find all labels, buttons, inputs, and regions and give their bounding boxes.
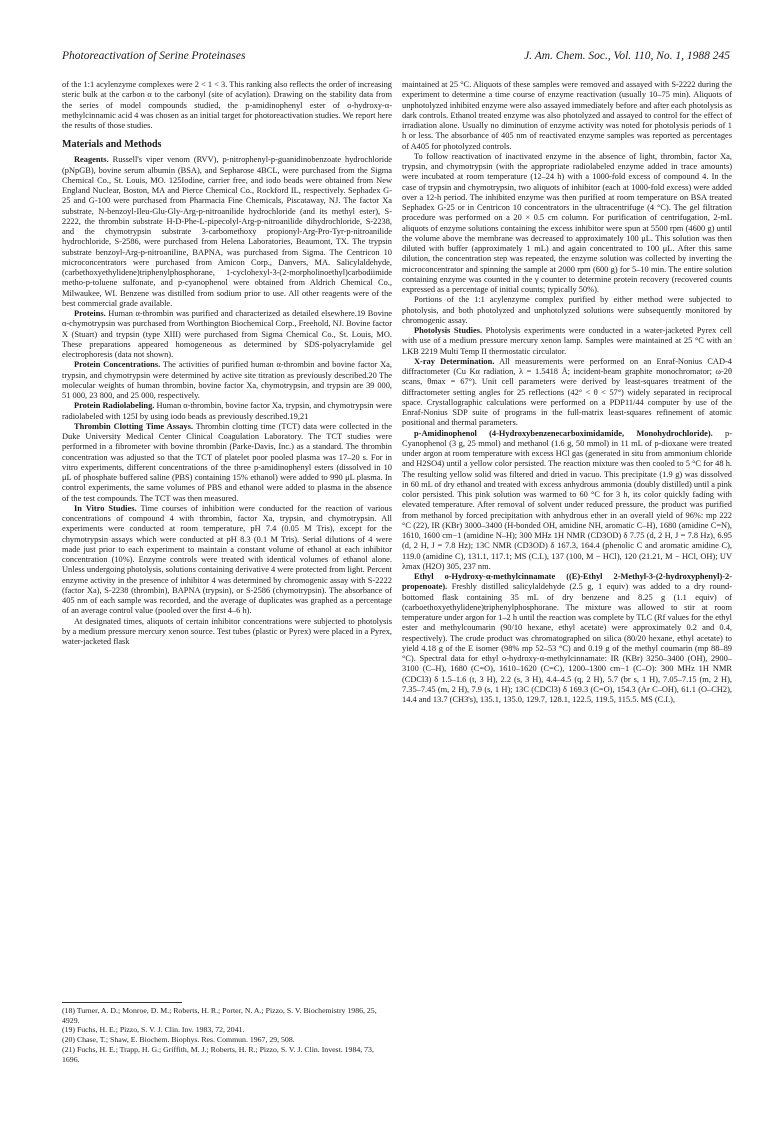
amidinophenol-paragraph [402,429,732,573]
running-header [62,50,730,66]
footnote-20: (20) Chase, T.; Shaw, E. Biochem. Biophys. Res. Commun. 1967, 29, 508. [62,1035,295,1045]
concentrations-paragraph [62,360,392,401]
running-title: Photoreactivation of Serine Proteinases [62,50,246,62]
invitro-heading: In Vitro Studies. [74,503,137,513]
proteins-text: Human α-thrombin was purified and characterized as detailed elsewhere.19 Bovine α-chymotrypsin was purchased from Worthington Biochemical Corp., Freehold, NJ. Bovine factor X (Stuart) and trypsin (type XIII) were purchased from Sigma Chemical Co., St. Louis, MO. These preparations appeared homogeneous as determined by SDS-polyacrylamide gel electrophoresis (data not shown). [62,309,392,360]
radiolabeling-paragraph [62,401,392,422]
reagents-heading: Reagents. [74,155,109,165]
xray-heading: X-ray Determination. [414,356,495,366]
proteins-paragraph [62,309,392,360]
photolysis-text: Photolysis experiments were conducted in a water-jacketed Pyrex cell with use of a medium pressure mercury xenon lamp. Samples were maintained at 25 °C with an LKB 2219 Multi Temp II thermostatic circulator. [402,326,732,356]
radiolabeling-text: Human α-thrombin, bovine factor Xa, trypsin, and chymotrypsin were radiolabeled with 125I by using iodo beads as previously described.19,21 [62,401,393,421]
footnote-21: (21) Fuchs, H. E.; Trapp, H. G.; Griffith, M. J.; Roberts, H. R.; Pizzo, S. V. J. Clin. Invest. 1984, 73, 1696. [62,1044,374,1064]
amidinophenol-heading: p-Amidinophenol (4-Hydroxybenzenecarboximidamide, Monohydrochloride). [414,428,713,438]
ethyl-cinnamate-paragraph [402,572,732,705]
footnote-19: (19) Fuchs, H. E.; Pizzo, S. V. J. Clin. Inv. 1983, 72, 2041. [62,1025,245,1035]
ethyl-cinnamate-text: Freshly distilled salicylaldehyde (2.5 g, 1 equiv) was added to a dry round-bottomed flask containing 35 mL of dry benzene and 8.25 g (1.1 equiv) of (carboethoxyethylidene)triphenylphosphorane. The mixture was allowed to stir at room temperature under argon for 1–2 h until the reaction was complete by TLC (Rf values for the ethyl ester and methylcoumarin (90/10 hexane, ethyl acetate) were approximately 0.2 and 0.4, respectively). The crude product was chromatographed on silica (80/20 hexane, ethyl acetate) to yield 4.18 g of the E isomer (98% mp 52–53 °C) and 0.19 g of the methyl coumarin (mp 88–89 °C). Spectral data for ethyl o-hydroxy-α-methylcinnamate: IR (KBr) 3250–3400 (OH), 2900–3100 (C–H), 1680 (C=O), 1610–1620 (C=C), 1200–1300 cm−1 (C–O): 300 MHz 1H NMR (CDCl3) δ 1.5–1.6 (t, 3 H), 2.2 (s, 3 H), 4.4–4.5 (q, 2 H), 5.7 (br s, 1 H), 7.05–7.15 (m, 2 H), 7.35–7.45 (m, 2 H), 7.9 (s, 1 H); 13C (CDCl3) δ 169.3 (C=O), 154.3 (Ar C–OH), 61.1 (O–CH2), 14.4 and 13.7 (CH3's), 135.1, 135.0, 129.7, 128.1, 122.5, 119.5, 115.5. MS (C.I.), [402,582,732,704]
xray-text: All measurements were performed on an Enraf-Nonius CAD-4 diffractometer (Cu Kα radiation, λ = 1.5418 Å; incident-beam graphite monochromator; ω-2θ scans, θmax = 67°). Unit cell parameters were derived by least-squares treatment of the diffractometer setting angles for 25 reflections (42° < θ < 57°) widely separated in reciprocal space. Crystallographic calculations were performed on a PDP11/44 computer by use of the Enraf-Nonius SDP suite of programs in the full-matrix least-squares refinement of atomic positional and thermal parameters. [402,356,732,428]
right-column [402,80,732,705]
reagents-text: Russell's viper venom (RVV), p-nitrophenyl-p-guanidinobenzoate hydrochloride (pNpGB), bovine serum albumin (BSA), and Sepharose 4BCL, were purchased from the Sigma Chemical Co., St. Louis, MO. 125Iodine, carrier free, and iodo beads were obtained from New England Nuclear, Boston, MA and Pierce Chemical Co., Rockford IL, respectively. Sephadex G-25 and G-100 were purchased from Pharmacia Fine Chemicals, Piscataway, NJ. The factor Xa substrate, N-benzoyl-Ileu-Glu-Gly-Arg-p-nitroanilide hydrochloride (and its methyl ester), S-2222, the thrombin substrate H-D-Phe-L-pipecolyl-Arg-p-nitroanilide dihydrochloride, S-2238, and the chymotrypsin substrate 3-carbomethoxy propionyl-Arg-Pro-Tyr-p-nitroanilide hydrochloride, S-2586, were purchased from Helena Laboratories, Beaumont, TX. The trypsin substrate benzoyl-Arg-p-nitroaniline, BAPNA, was purchased from Sigma. The Centricon 10 microconcentrators were purchased from Amicon Corp., Danvers, MA. Salicylaldehyde, (carbethoxyethylidene)triphenylphosphorane, 1-cyclohexyl-3-(2-morpholinoethyl)carbodiimide metho-p-toluene sulfonate, and p-cyanophenol were obtained from Aldrich Chemical Co., Milwaukee, WI. Benzene was distilled from sodium prior to use. All other reagents were of the best commercial grade available. [62,155,392,308]
amidinophenol-text: p-Cyanophenol (3 g, 25 mmol) and methanol (1.6 g, 50 mmol) in 11 mL of p-dioxane were treated under argon at room temperature with excess HCl gas (generated in situ from ammonium chloride and H2SO4) until a yellow color persisted. The reaction mixture was then cooled to 5 °C for 48 h. The resulting yellow solid was filtered and dried in vacuo. This precipitate (1.9 g) was dissolved in 60 mL of dry ethanol and treated with excess anhydrous ammonia (doubly distilled) until a pink color persisted. This pink solution was warmed to 60 °C for 3 h, its color quickly fading with elevated temperature. After removal of solvent under reduced pressure, the product was purified from methanol by forced precipitation with anhydrous ether in an overall yield of 96%: mp 222 °C (22), IR (KBr) 3000–3400 (H-bonded OH, amidine NH, aromatic C–H), 1680 (amidine C=N), 1610, 1600 cm−1 (amidine N–H); 300 MHz 1H NMR (CD3OD) δ 7.75 (d, 2 H, J = 7.8 Hz), 6.95 (d, 2 H, J = 7.8 Hz); 13C NMR (CD3OD) δ 167.3, 164.4 (phenolic C and aromatic amidine C), 119.0 (amidine C), 131.1, 117.1; MS (C.I.), 137 (100, M − HCl), 120 (21.21, M − HCl, OH); UV λmax (H2O) 305, 237 nm. [402,428,732,571]
invitro-text: Time courses of inhibition were conducted for the reaction of various concentrations of compound 4 with thrombin, factor Xa, trypsin, and chymotrypsin. All experiments were conducted at room temperature, pH 7.4 (0.05 M Tris), except for the chymotrypsin assays which were conducted at pH 8.3 (0.1 M Tris). Serial dilutions of 4 were made just prior to each experiment to maintain a constant volume of ethanol at each inhibitor concentration (10%). Enzyme controls were treated with identical volumes of ethanol alone. Unless undergoing photolysis, solutions containing derivative 4 were protected from light. Percent enzyme activity in the presence of inhibitor 4 was determined by chromogenic assay with S-2222 (factor Xa), S-2238 (thrombin), BAPNA (trypsin), or S-2586 (chymotrypsin). The absorbance of 405 nm of each sample was recorded, and the average of duplicates was graphed as a percentage of an average control value (pooled over the first 4–6 h). [62,503,392,616]
proteins-heading: Proteins. [74,309,106,319]
footnote-rule [62,1002,182,1003]
footnotes [62,1002,392,1064]
dark-reactivation-paragraph: To follow reactivation of inactivated enzyme in the absence of light, thrombin, factor Xa, trypsin, and chymotrypsin (with the appropriate radiolabeled enzyme added in trace amounts) were incubated at room temperature (12–24 h) with a 1000-fold excess of compound 4. In the case of trypsin and chymotrypsin, two aliquots of inhibitor (each at 1000-fold excess) were added over a 12-h period. The inhibited enzyme was then purified at room temperature on BSA treated Sephadex G-25 or in Centricon 10 concentrators in the ultracentrifuge (4 °C). The gel filtration procedure was performed on a 20 × 0.5 cm column. For purification of centrifugation, 2-mL aliquots of enzyme solutions containing the excess inhibitor were spun at 5500 rpm (4600 g) until the volume above the membrane was decreased to approximately 100 μL. This solution was then diluted with buffer (approximately 1 mL) and again concentrated to 100 μL. After this same dilution, the concentration step was repeated, the enzyme solution was collected by inverting the microconcentrator and spinning the sample at 2000 rpm (600 g) for 5–10 min. The entire solution containing enzyme was counted in the γ counter to determine protein recovery (recovered counts expressed as a percentage of initial counts; typically 50%). [402,151,732,294]
section-title: Materials and Methods [62,139,162,151]
photolysis-paragraph [402,326,732,357]
photolysis-heading: Photolysis Studies. [414,326,483,335]
journal-citation: J. Am. Chem. Soc., Vol. 110, No. 1, 1988 245 [524,50,730,62]
clotting-paragraph [62,422,392,504]
footnote-18: (18) Turner, A. D.; Monroe, D. M.; Roberts, H. R.; Porter, N. A.; Pizzo, S. V. Biochemistry 1986, 25, 4929. [62,1006,377,1025]
clotting-heading: Thrombin Clotting Time Assays. [74,421,193,431]
designated-times-paragraph: At designated times, aliquots of certain inhibitor concentrations were subjected to photolysis by a medium pressure mercury xenon source. Test tubes (plastic or Pyrex) were placed in a Pyrex, water-jacketed flask [62,616,392,647]
invitro-paragraph [62,504,392,617]
reactivation-paragraph: maintained at 25 °C. Aliquots of these samples were removed and assayed with S-2222 during the experiment to determine a time course of enzyme reactivation (usually 10–75 min). Aliquots of unphotolyzed inhibited enzyme were also assayed immediately before and after each photolysis as dark controls. Ethanol treated enzyme was also photolyzed and assayed to control for the effect of irradiation alone. Usually no diminution of enzyme activity was noted for photolysis periods of 1 h or less. The absorbance of 405 nm of reactivated enzyme samples was reported as percentages of A405 for photolyzed controls. [402,80,732,151]
concentrations-heading: Protein Concentrations. [74,360,161,370]
xray-paragraph [402,357,732,429]
concentrations-text: The activities of purified human α-thrombin and bovine factor Xa, trypsin, and chymotrypsin were determined by active site titration as previously described.20 The molecular weights of human thrombin, bovine factor Xa, chymotrypsin, and trypsin are 39 000, 51 000, 23 800, and 25 000, respectively. [62,360,392,401]
reagents-paragraph [62,155,392,309]
ethyl-cinnamate-heading: Ethyl o-Hydroxy-α-methylcinnamate ((E)-Ethyl 2-Methyl-3-(2-hydroxyphenyl)-2-propenoate). [402,572,732,592]
left-column [62,80,392,647]
clotting-text: Thrombin clotting time (TCT) data were collected in the Duke University Medical Center Clinical Coagulation Laboratory. The TCT studies were performed in a fibrometer with bovine thrombin (Parke-Davis, Inc.) as a standard. The thrombin concentration was adjusted so that the TCT of platelet poor pooled plasma was 17–20 s. For in vitro experiments, different concentrations of the three p-amidinophenyl esters (dissolved in 10 μL of phosphate buffered saline (PBS) containing 15% ethanol) were added to 990 μL plasma. In control experiments, the same volumes of PBS and ethanol were added to plasma in the absence of the test compounds. The TCT was then measured. [62,421,392,503]
acylenzyme-paragraph: Portions of the 1:1 acylenzyme complex purified by either method were subjected to photolysis, and both photolyzed and unphotolyzed solutions were subsequently monitored by chromogenic assay. [402,295,732,325]
radiolabeling-heading: Protein Radiolabeling. [74,401,155,411]
intro-paragraph: of the 1:1 acylenzyme complexes were 2 < 1 < 3. This ranking also reflects the order of increasing steric bulk at the carbon α to the carbonyl (site of acylation). Drawing on the stability data from the series of model compounds studied, the p-amidinophenyl ester of o-hydroxy-α-methylcinnamic acid 4 was chosen as an initial target for photoreactivation studies. We report here the results of those studies. [62,80,392,130]
